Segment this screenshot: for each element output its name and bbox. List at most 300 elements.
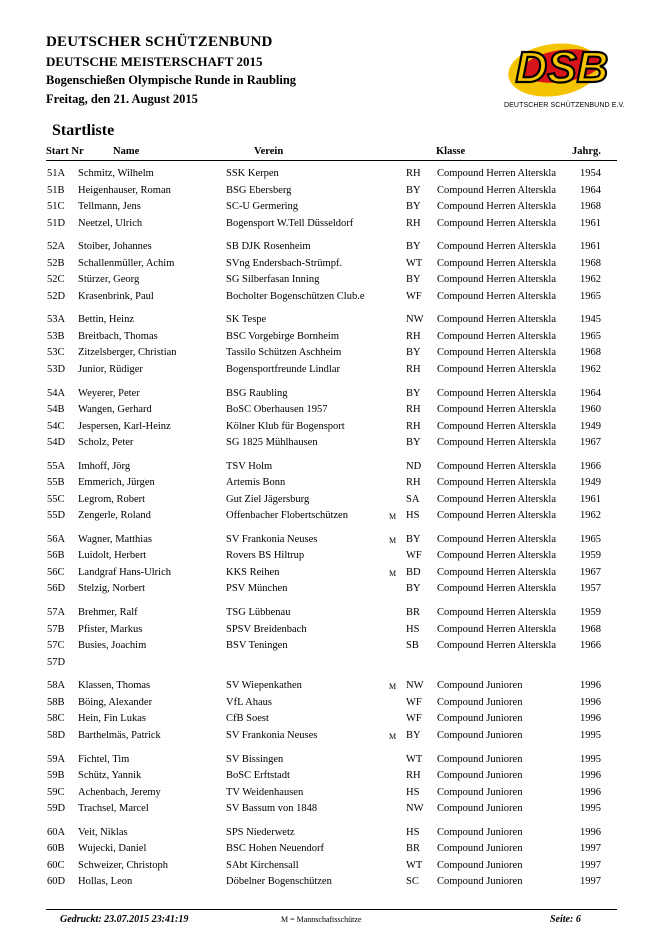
start-number: 52B — [47, 257, 65, 269]
class-name: Compound Herren Alterskla — [437, 201, 556, 212]
state-code: BY — [406, 241, 421, 253]
logo-lettering: DSB — [515, 43, 609, 92]
birth-year: 1965 — [580, 290, 601, 302]
club-name: SK Tespe — [226, 314, 267, 326]
table-row — [0, 492, 665, 509]
start-number: 53C — [47, 347, 65, 359]
start-number: 56A — [47, 533, 66, 545]
athlete-name: Achenbach, Jeremy — [78, 786, 161, 798]
table-row — [0, 329, 665, 346]
state-code: HS — [406, 826, 420, 838]
state-code: HS — [406, 786, 420, 798]
class-name: Compound Herren Alterskla — [437, 533, 556, 545]
club-name: TV Weidenhausen — [226, 786, 304, 798]
club-name: BSV Teningen — [226, 640, 288, 652]
start-number: 59C — [47, 786, 65, 798]
table-row — [0, 345, 665, 362]
table-row — [0, 402, 665, 419]
state-code: BY — [406, 201, 421, 212]
start-number: 58A — [47, 680, 66, 692]
class-name: Compound Herren Alterskla — [437, 404, 556, 416]
athlete-name: Heigenhauser, Roman — [78, 184, 171, 196]
start-number: 54B — [47, 404, 65, 416]
club-name: SV Frankonia Neuses — [226, 729, 318, 741]
state-code: WF — [406, 713, 422, 725]
start-number: 56B — [47, 550, 65, 562]
birth-year: 1945 — [580, 314, 601, 326]
state-code: WT — [406, 257, 423, 269]
athlete-name: Krasenbrink, Paul — [78, 290, 154, 302]
club-name: Rovers BS Hiltrup — [226, 550, 305, 562]
birth-year: 1949 — [580, 420, 601, 432]
class-name: Compound Junioren — [437, 859, 523, 871]
start-group — [0, 532, 665, 598]
state-code: WT — [406, 859, 423, 871]
athlete-name: Landgraf Hans-Ulrich — [78, 566, 172, 578]
class-name: Compound Junioren — [437, 786, 523, 798]
column-header-start-nr: Start Nr — [46, 146, 84, 157]
class-name: Compound Herren Alterskla — [437, 510, 556, 522]
state-code: BY — [406, 184, 421, 196]
team-marker: M — [389, 568, 397, 578]
start-number: 51A — [47, 168, 66, 179]
state-code: BD — [406, 566, 421, 578]
birth-year: 1965 — [580, 533, 601, 545]
athlete-name: Böing, Alexander — [78, 696, 153, 708]
state-code: RH — [406, 477, 421, 489]
start-number: 57B — [47, 623, 65, 635]
state-code: SC — [406, 876, 419, 888]
state-code: BY — [406, 387, 421, 399]
table-row — [0, 508, 665, 525]
event-title: DEUTSCHE MEISTERSCHAFT 2015 — [46, 54, 263, 69]
athlete-name: Trachsel, Marcel — [78, 803, 149, 814]
class-name: Compound Herren Alterskla — [437, 347, 556, 359]
table-row — [0, 605, 665, 622]
dsb-logo-mark — [504, 28, 622, 102]
start-group — [0, 166, 665, 232]
class-name: Compound Herren Alterskla — [437, 217, 556, 229]
club-name: SV Wiepenkathen — [226, 680, 302, 692]
club-name: SV Frankonia Neuses — [226, 533, 318, 545]
state-code: BY — [406, 583, 421, 595]
birth-year: 1996 — [580, 770, 601, 781]
birth-year: 1967 — [580, 566, 601, 578]
start-number: 60D — [47, 876, 66, 888]
birth-year: 1995 — [580, 803, 601, 814]
class-name: Compound Herren Alterskla — [437, 314, 556, 326]
start-number: 55C — [47, 493, 65, 505]
state-code: BY — [406, 533, 421, 545]
club-name: SV Bassum von 1848 — [226, 803, 318, 814]
table-row — [0, 289, 665, 306]
club-name: CfB Soest — [226, 713, 269, 725]
athlete-name: Schütz, Yannik — [78, 770, 142, 781]
page-title: Startliste — [52, 122, 115, 139]
state-code: HS — [406, 510, 420, 522]
start-number: 52D — [47, 290, 66, 302]
athlete-name: Klassen, Thomas — [78, 680, 151, 692]
club-name: SSK Kerpen — [226, 168, 279, 179]
state-code: RH — [406, 420, 421, 432]
class-name: Compound Junioren — [437, 803, 523, 814]
class-name: Compound Junioren — [437, 876, 523, 888]
class-name: Compound Herren Alterskla — [437, 387, 556, 399]
birth-year: 1962 — [580, 274, 601, 286]
athlete-name: Zitzelsberger, Christian — [78, 347, 177, 359]
athlete-name: Imhoff, Jörg — [78, 460, 131, 472]
logo-subtitle: DEUTSCHER SCHÜTZENBUND E.V. — [504, 102, 625, 109]
birth-year: 1964 — [580, 387, 601, 399]
birth-year: 1954 — [580, 168, 601, 179]
start-number: 59A — [47, 753, 66, 765]
athlete-name: Weyerer, Peter — [78, 387, 140, 399]
birth-year: 1959 — [580, 550, 601, 562]
athlete-name: Schallenmüller, Achim — [78, 257, 175, 269]
footer-rule — [46, 909, 617, 910]
birth-year: 1997 — [580, 843, 601, 855]
athlete-name: Junior, Rüdiger — [78, 363, 143, 375]
table-row — [0, 475, 665, 492]
column-header-name: Name — [113, 146, 140, 157]
class-name: Compound Herren Alterskla — [437, 330, 556, 342]
athlete-name: Stürzer, Georg — [78, 274, 140, 286]
birth-year: 1965 — [580, 330, 601, 342]
table-row — [0, 581, 665, 598]
athlete-name: Schweizer, Christoph — [78, 859, 168, 871]
state-code: HS — [406, 623, 420, 635]
start-number: 59B — [47, 770, 65, 781]
club-name: BoSC Erftstadt — [226, 770, 290, 781]
start-group — [0, 459, 665, 525]
table-row — [0, 166, 665, 183]
class-name: Compound Junioren — [437, 713, 523, 725]
state-code: BY — [406, 729, 421, 741]
club-name: Döbelner Bogenschützen — [226, 876, 332, 888]
table-row — [0, 386, 665, 403]
club-name: BSC Hohen Neuendorf — [226, 843, 324, 855]
class-name: Compound Herren Alterskla — [437, 640, 556, 652]
table-row — [0, 565, 665, 582]
class-name: Compound Herren Alterskla — [437, 290, 556, 302]
class-name: Compound Junioren — [437, 843, 523, 855]
table-row — [0, 841, 665, 858]
start-group — [0, 605, 665, 671]
start-list-table — [0, 166, 665, 898]
start-number: 58D — [47, 729, 66, 741]
start-number: 55A — [47, 460, 66, 472]
table-row — [0, 548, 665, 565]
athlete-name: Neetzel, Ulrich — [78, 217, 143, 229]
table-row — [0, 419, 665, 436]
club-name: SPSV Breidenbach — [226, 623, 307, 635]
class-name: Compound Junioren — [437, 753, 523, 765]
start-number: 54D — [47, 437, 66, 449]
club-name: Offenbacher Flobertschützen — [226, 510, 348, 522]
club-name: Bogensport W.Tell Düsseldorf — [226, 217, 354, 229]
club-name: BSC Vorgebirge Bornheim — [226, 330, 339, 342]
athlete-name: Bettin, Heinz — [78, 314, 134, 326]
team-marker: M — [389, 731, 397, 741]
birth-year: 1997 — [580, 859, 601, 871]
state-code: WT — [406, 753, 423, 765]
athlete-name: Zengerle, Roland — [78, 510, 151, 522]
state-code: SA — [406, 493, 420, 505]
club-name: BoSC Oberhausen 1957 — [226, 404, 328, 416]
state-code: RH — [406, 404, 421, 416]
birth-year: 1996 — [580, 826, 601, 838]
state-code: RH — [406, 217, 421, 229]
start-number: 60A — [47, 826, 66, 838]
club-name: BSG Raubling — [226, 387, 288, 399]
class-name: Compound Herren Alterskla — [437, 363, 556, 375]
state-code: RH — [406, 330, 421, 342]
club-name: BSG Ebersberg — [226, 184, 292, 196]
birth-year: 1996 — [580, 680, 601, 692]
table-row — [0, 459, 665, 476]
club-name: Artemis Bonn — [226, 477, 286, 489]
start-number: 60B — [47, 843, 65, 855]
table-row — [0, 183, 665, 200]
page-number: Seite: 6 — [550, 914, 581, 925]
table-row — [0, 216, 665, 233]
start-number: 51C — [47, 201, 65, 212]
club-name: Tassilo Schützen Aschheim — [226, 347, 342, 359]
birth-year: 1996 — [580, 696, 601, 708]
athlete-name: Wangen, Gerhard — [78, 404, 152, 416]
class-name: Compound Herren Alterskla — [437, 477, 556, 489]
state-code: RH — [406, 363, 421, 375]
athlete-name: Busies, Joachim — [78, 640, 147, 652]
birth-year: 1960 — [580, 404, 601, 416]
start-number: 53B — [47, 330, 65, 342]
start-number: 57D — [47, 656, 66, 668]
column-header-class: Klasse — [436, 146, 466, 157]
state-code: BR — [406, 607, 421, 619]
table-row — [0, 239, 665, 256]
header-rule — [46, 160, 617, 161]
club-name: SG Silberfasan Inning — [226, 274, 320, 286]
table-row — [0, 825, 665, 842]
birth-year: 1967 — [580, 437, 601, 449]
team-marker: M — [389, 535, 397, 545]
athlete-name: Pfister, Markus — [78, 623, 143, 635]
table-row — [0, 728, 665, 745]
table-row — [0, 199, 665, 216]
table-row — [0, 256, 665, 273]
table-row — [0, 312, 665, 329]
state-code: SB — [406, 640, 419, 652]
state-code: WF — [406, 290, 422, 302]
class-name: Compound Junioren — [437, 680, 523, 692]
birth-year: 1996 — [580, 713, 601, 725]
birth-year: 1968 — [580, 257, 601, 269]
start-number: 58B — [47, 696, 65, 708]
athlete-name: Hein, Fin Lukas — [78, 713, 146, 725]
birth-year: 1968 — [580, 201, 601, 212]
birth-year: 1996 — [580, 786, 601, 798]
athlete-name: Wujecki, Daniel — [78, 843, 147, 855]
class-name: Compound Junioren — [437, 826, 523, 838]
table-row — [0, 711, 665, 728]
class-name: Compound Herren Alterskla — [437, 583, 556, 595]
club-name: SPS Niederwetz — [226, 826, 295, 838]
club-name: SC-U Germering — [226, 201, 299, 212]
table-row — [0, 272, 665, 289]
athlete-name: Jespersen, Karl-Heinz — [78, 420, 171, 432]
team-marker: M — [389, 682, 397, 692]
start-group — [0, 678, 665, 744]
class-name: Compound Herren Alterskla — [437, 241, 556, 253]
class-name: Compound Herren Alterskla — [437, 623, 556, 635]
state-code: RH — [406, 770, 421, 781]
start-number: 58C — [47, 713, 65, 725]
club-name: SB DJK Rosenheim — [226, 241, 311, 253]
legend-team-shooter: M = Mannschaftsschütze — [281, 915, 362, 924]
class-name: Compound Herren Alterskla — [437, 550, 556, 562]
start-group — [0, 386, 665, 452]
club-name: Kölner Klub für Bogensport — [226, 420, 345, 432]
club-name: VfL Ahaus — [226, 696, 272, 708]
athlete-name: Stoiber, Johannes — [78, 241, 152, 253]
start-number: 52C — [47, 274, 65, 286]
club-name: SAbt Kirchensall — [226, 859, 299, 871]
state-code: BR — [406, 843, 421, 855]
start-number: 51D — [47, 217, 66, 229]
start-group — [0, 752, 665, 818]
table-row — [0, 638, 665, 655]
table-row — [0, 768, 665, 785]
start-number: 53D — [47, 363, 66, 375]
team-marker: M — [389, 512, 397, 522]
state-code: BY — [406, 347, 421, 359]
class-name: Compound Herren Alterskla — [437, 437, 556, 449]
start-number: 54A — [47, 387, 66, 399]
org-title: DEUTSCHER SCHÜTZENBUND — [46, 34, 273, 50]
athlete-name: Stelzig, Norbert — [78, 583, 146, 595]
birth-year: 1995 — [580, 729, 601, 741]
state-code: NW — [406, 314, 424, 326]
event-date: Freitag, den 21. August 2015 — [46, 92, 198, 106]
athlete-name: Scholz, Peter — [78, 437, 134, 449]
state-code: ND — [406, 460, 422, 472]
club-name: Gut Ziel Jägersburg — [226, 493, 310, 505]
document-header — [46, 33, 296, 109]
table-row — [0, 532, 665, 549]
start-group — [0, 825, 665, 891]
athlete-name: Legrom, Robert — [78, 493, 146, 505]
athlete-name: Tellmann, Jens — [78, 201, 141, 212]
table-row — [0, 655, 665, 672]
start-number: 54C — [47, 420, 65, 432]
table-row — [0, 622, 665, 639]
table-row — [0, 785, 665, 802]
class-name: Compound Herren Alterskla — [437, 493, 556, 505]
class-name: Compound Junioren — [437, 729, 523, 741]
start-number: 52A — [47, 241, 66, 253]
start-number: 59D — [47, 803, 66, 814]
state-code: WF — [406, 696, 422, 708]
birth-year: 1957 — [580, 583, 601, 595]
start-number: 55B — [47, 477, 65, 489]
start-number: 60C — [47, 859, 65, 871]
state-code: BY — [406, 437, 421, 449]
table-row — [0, 874, 665, 891]
state-code: NW — [406, 803, 424, 814]
start-number: 57C — [47, 640, 65, 652]
birth-year: 1997 — [580, 876, 601, 888]
birth-year: 1964 — [580, 184, 601, 196]
birth-year: 1966 — [580, 640, 601, 652]
class-name: Compound Herren Alterskla — [437, 257, 556, 269]
table-row — [0, 801, 665, 818]
club-name: Bogensportfreunde Lindlar — [226, 363, 341, 375]
birth-year: 1968 — [580, 623, 601, 635]
class-name: Compound Herren Alterskla — [437, 184, 556, 196]
start-number: 57A — [47, 607, 66, 619]
athlete-name: Hollas, Leon — [78, 876, 133, 888]
class-name: Compound Herren Alterskla — [437, 460, 556, 472]
club-name: SV Bissingen — [226, 753, 284, 765]
athlete-name: Emmerich, Jürgen — [78, 477, 155, 489]
athlete-name: Barthelmäs, Patrick — [78, 729, 161, 741]
birth-year: 1949 — [580, 477, 601, 489]
table-row — [0, 752, 665, 769]
start-number: 56C — [47, 566, 65, 578]
athlete-name: Brehmer, Ralf — [78, 607, 138, 619]
class-name: Compound Junioren — [437, 696, 523, 708]
birth-year: 1961 — [580, 493, 601, 505]
club-name: PSV München — [226, 583, 288, 595]
table-row — [0, 362, 665, 379]
athlete-name: Veit, Niklas — [78, 826, 128, 838]
club-name: TSV Holm — [226, 460, 273, 472]
birth-year: 1959 — [580, 607, 601, 619]
class-name: Compound Herren Alterskla — [437, 420, 556, 432]
start-number: 55D — [47, 510, 66, 522]
table-row — [0, 695, 665, 712]
class-name: Compound Herren Alterskla — [437, 566, 556, 578]
class-name: Compound Herren Alterskla — [437, 607, 556, 619]
state-code: BY — [406, 274, 421, 286]
birth-year: 1961 — [580, 217, 601, 229]
birth-year: 1968 — [580, 347, 601, 359]
birth-year: 1995 — [580, 753, 601, 765]
club-name: KKS Reihen — [226, 566, 280, 578]
class-name: Compound Junioren — [437, 770, 523, 781]
athlete-name: Luidolt, Herbert — [78, 550, 147, 562]
column-header-year: Jahrg. — [572, 146, 601, 157]
club-name: SG 1825 Mühlhausen — [226, 437, 318, 449]
state-code: RH — [406, 168, 421, 179]
table-row — [0, 678, 665, 695]
athlete-name: Breitbach, Thomas — [78, 330, 158, 342]
start-group — [0, 312, 665, 378]
birth-year: 1966 — [580, 460, 601, 472]
state-code: NW — [406, 680, 424, 692]
class-name: Compound Herren Alterskla — [437, 274, 556, 286]
table-row — [0, 435, 665, 452]
print-timestamp: Gedruckt: 23.07.2015 23:41:19 — [60, 914, 189, 925]
event-subtitle: Bogenschießen Olympische Runde in Raubling — [46, 73, 297, 87]
dsb-logo — [504, 28, 625, 114]
start-number: 53A — [47, 314, 66, 326]
class-name: Compound Herren Alterskla — [437, 168, 556, 179]
start-group — [0, 239, 665, 305]
athlete-name: Schmitz, Wilhelm — [78, 168, 154, 179]
club-name: SVng Endersbach-Strümpf. — [226, 257, 343, 269]
column-header-club: Verein — [254, 146, 284, 157]
